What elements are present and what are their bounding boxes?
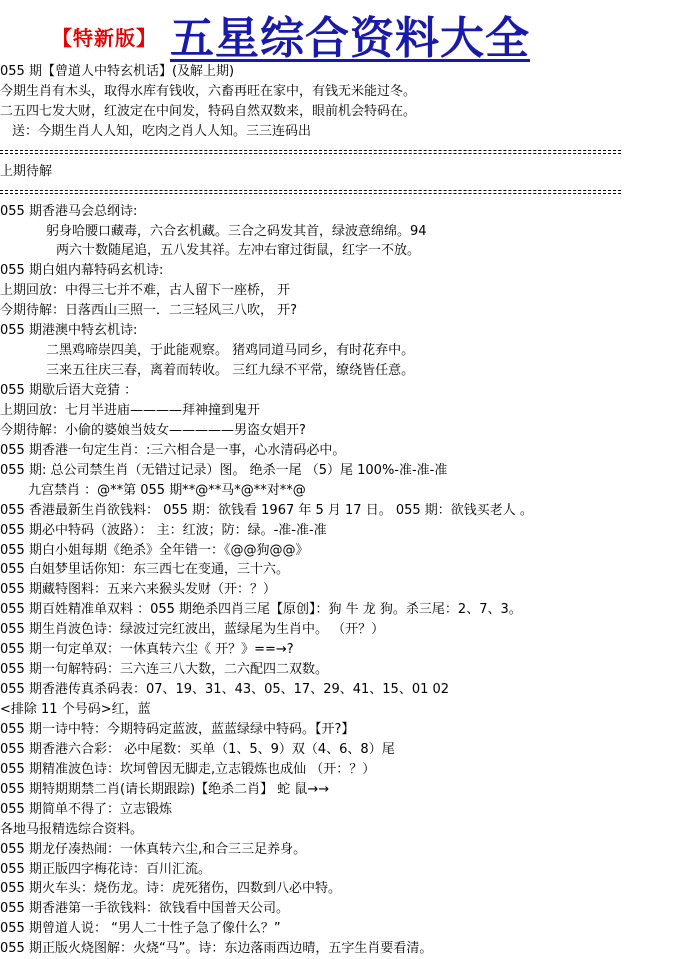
text-line: 055 期简单不得了：立志锻炼 [0,801,172,817]
text-line: 今期待解：日落西山三照一．二三轻风三八吹， 开? [0,303,298,319]
poem-line: 二黑鸡啼崇四美，于此能观察。 猪鸡同道马同乡，有时花弃中。 [46,343,415,359]
text-line: 055 期香港六合彩： 必中尾数：买单（1、5、9）双（4、6、8）尾 [0,741,395,757]
text-line: 055 期必中特码（波路）： 主：红波；防：绿。-准-准-准 [0,522,327,538]
text-line: 055 期正版四字梅花诗：百川汇流。 [0,861,211,877]
poem-line: 躬身哈腰口藏毒，六合玄机藏。三合之码发其首，绿波意绵绵。94 [46,223,427,239]
text-line: 055 期特期期禁二肖(请长期跟踪)【绝杀二肖】 蛇 鼠→→ [0,781,330,797]
text-line: 055 期精准波色诗：坎坷曾因无脚走,立志锻炼也成仙 （开：？） [0,761,376,777]
text-line: <排除 11 个号码>红，蓝 [0,702,151,717]
text-line: 055 期港澳中特玄机诗: [0,323,138,339]
section-heading: 上期待解 [0,163,53,179]
text-line: 055 期藏特图料：五来六来猴头发财（开：？） [0,582,276,598]
text-line: 上期回放：中得三七并不难，古人留下一座桥， 开 [0,283,291,299]
page-title: 五星综合资料大全 [170,13,530,64]
text-line: 055 白姐梦里话你知：东三西七在变通，三十六。 [0,562,289,578]
text-line: 055 期一句解特码：三六连三八大数，二六配四二双数。 [0,662,328,678]
text-line: 055 期生肖波色诗：绿波过完红波出，蓝绿尾为生肖中。 （开？） [0,622,385,638]
text-line: 055 期一诗中特：今期特码定蓝波，蓝蓝绿绿中特码。【开?】 [0,721,355,737]
text-line: 今期待解：小偷的婆娘当妓女—————男盗女娼开? [0,422,306,438]
text-line: 二五四七发大财，红波定在中间发，特码自然双数来，眼前机会特码在。 [0,103,417,119]
text-line: 055 期白姐内幕特码玄机诗: [0,263,164,279]
page-header [0,0,679,62]
text-line: 055 期香港一句定生肖：:三六相合是一事，心水清码必中。 [0,442,346,458]
edition-badge: 【特新版】 [52,26,157,50]
text-line: 055 期龙仔凑热闹：一休真转六尘,和合三三足养身。 [0,841,307,857]
text-line: 今期生肖有木头，取得水库有钱收，六畜再旺在家中，有钱无米能过冬。 [0,83,417,99]
poem-line: 两六十数随尾追，五八发其祥。左冲右窜过街鼠，红字一不放。 [56,243,421,259]
text-line: 055 期火车头：烧伤龙。诗：虎死猪伤，四数到八必中特。 [0,881,341,897]
text-line: 各地马报精选综合资料。 [0,821,144,837]
divider [0,182,679,202]
text-line: 055 期香港传真杀码表：07、19、31、43、05、17、29、41、15、01 02 [0,682,450,698]
text-line: 055 期曾道人说： “男人二十性子急了像什么？” [0,921,281,937]
text-line: 055 期白小姐每期《绝杀》全年错一：《@@狗@@》 [0,542,309,558]
text-line: 送：今期生肖人人知，吃肉之肖人人知。三三连码出 [12,123,312,139]
text-line: 055 期【曾道人中特玄机话】(及解上期) [0,64,235,79]
divider [0,142,679,162]
text-line: 055 香港最新生肖欲钱料： 055 期：欲钱看 1967 年 5 月 17 日。 055 期：欲钱买老人 。 [0,502,533,518]
document-body [0,62,679,959]
poem-line: 三来五往庆三春，离着而转收。 三红九绿不平常，缭绕皆任意。 [46,363,415,379]
text-line: 055 期: 总公司禁生肖（无错过记录）图。 绝杀一尾 （5）尾 100%-准-准-准 [0,462,448,478]
text-line: 055 期歇后语大竞猜 ： [0,383,138,398]
text-line: 055 期香港第一手欲钱料：欲钱看中国普天公司。 [0,901,289,917]
text-line: 九宫禁肖 ：@**第 055 期**@**马*@**对**@ [28,482,306,498]
text-line: 上期回放：七月半进庙————拜神撞到鬼开 [0,402,261,418]
text-line: 055 期百姓精准单双料 ：055 期绝杀四肖三尾【原创】：狗 牛 龙 狗。杀三尾：2、7、3。 [0,602,522,618]
text-line: 055 期正版火烧图解：火烧“马”。诗：东边落雨西边晴，五字生肖要看清。 [0,941,433,957]
text-line: 055 期一句定单双：一休真转六尘《 开？》==→? [0,642,294,658]
text-line: 055 期香港马会总纲诗: [0,203,138,219]
